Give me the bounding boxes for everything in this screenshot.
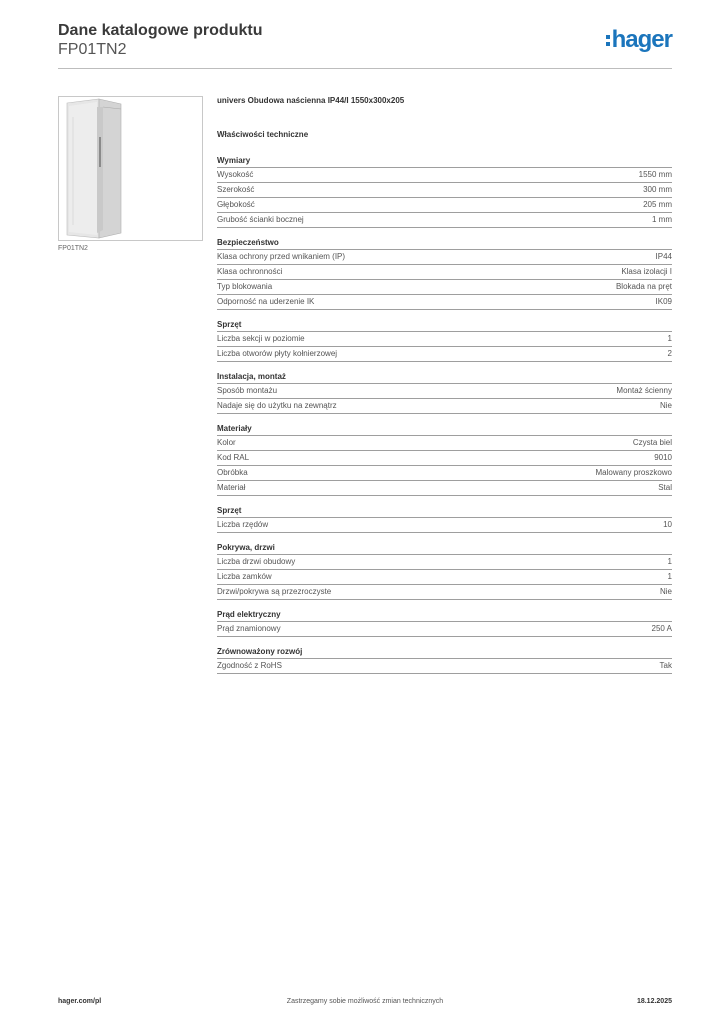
image-caption: FP01TN2	[58, 245, 88, 252]
spec-row	[217, 198, 672, 213]
spec-label: Odporność na uderzenie IK	[217, 297, 315, 306]
spec-section	[217, 610, 672, 637]
spec-row	[217, 332, 672, 347]
section-title: Materiały	[217, 424, 672, 436]
spec-row	[217, 659, 672, 674]
spec-label: Nadaje się do użytku na zewnątrz	[217, 401, 337, 410]
spec-row	[217, 436, 672, 451]
spec-row	[217, 168, 672, 183]
spec-row	[217, 451, 672, 466]
spec-value: IK09	[655, 297, 672, 306]
spec-section	[217, 156, 672, 228]
page-header	[58, 22, 672, 70]
spec-value: Malowany proszkowo	[595, 468, 672, 477]
spec-section	[217, 320, 672, 362]
spec-value: 1	[667, 572, 672, 581]
footer-notice: Zastrzegamy sobie możliwość zmian technicznych	[286, 998, 444, 1005]
enclosure-cabinet-image	[58, 96, 203, 241]
spec-row	[217, 347, 672, 362]
spec-value: 300 mm	[643, 185, 672, 194]
spec-row	[217, 250, 672, 265]
spec-section	[217, 238, 672, 310]
spec-section	[217, 424, 672, 496]
spec-label: Kod RAL	[217, 453, 250, 462]
section-title: Bezpieczeństwo	[217, 238, 672, 250]
spec-row	[217, 555, 672, 570]
product-description: univers Obudowa naścienna IP44/I 1550x300x205	[217, 96, 405, 105]
spec-value: 250 A	[651, 624, 672, 633]
spec-label: Głębokość	[217, 200, 255, 209]
spec-label: Wysokość	[217, 170, 254, 179]
spec-label: Klasa ochronności	[217, 267, 283, 276]
spec-value: Nie	[659, 401, 672, 410]
spec-value: Nie	[659, 587, 672, 596]
spec-label: Liczba otworów płyty kołnierzowej	[217, 349, 338, 358]
spec-value: Blokada na pręt	[615, 282, 672, 291]
spec-section	[217, 543, 672, 600]
spec-row	[217, 183, 672, 198]
spec-value: IP44	[655, 252, 672, 261]
spec-label: Kolor	[217, 438, 236, 447]
spec-value: 1 mm	[652, 215, 672, 224]
spec-value: 10	[663, 520, 672, 529]
spec-label: Liczba drzwi obudowy	[217, 557, 296, 566]
spec-row	[217, 265, 672, 280]
spec-value: 1550 mm	[638, 170, 672, 179]
spec-value: Czysta biel	[632, 438, 672, 447]
logo-text: hager	[611, 26, 672, 53]
spec-label: Liczba zamków	[217, 572, 272, 581]
spec-label: Materiał	[217, 483, 246, 492]
spec-row	[217, 481, 672, 496]
section-title: Zrównoważony rozwój	[217, 647, 672, 659]
spec-label: Zgodność z RoHS	[217, 661, 282, 670]
footer-website: hager.com/pl	[58, 998, 102, 1005]
spec-row	[217, 570, 672, 585]
spec-value: 1	[667, 557, 672, 566]
spec-section	[217, 372, 672, 414]
section-title: Prąd elektryczny	[217, 610, 672, 622]
section-title: Wymiary	[217, 156, 672, 168]
spec-label: Drzwi/pokrywa są przezroczyste	[217, 587, 332, 596]
spec-label: Klasa ochrony przed wnikaniem (IP)	[217, 252, 346, 261]
spec-row	[217, 213, 672, 228]
spec-row	[217, 585, 672, 600]
spec-section	[217, 647, 672, 674]
footer-date: 18.12.2025	[636, 998, 672, 1005]
spec-row	[217, 466, 672, 481]
spec-label: Obróbka	[217, 468, 248, 477]
spec-row	[217, 399, 672, 414]
spec-label: Grubość ścianki bocznej	[217, 215, 304, 224]
technical-properties-heading: Właściwości techniczne	[217, 130, 309, 139]
spec-label: Szerokość	[217, 185, 255, 194]
spec-label: Typ blokowania	[217, 282, 273, 291]
spec-label: Liczba sekcji w poziomie	[217, 334, 305, 343]
spec-value: Klasa izolacji I	[621, 267, 672, 276]
section-title: Sprzęt	[217, 506, 672, 518]
section-title: Sprzęt	[217, 320, 672, 332]
spec-value: 1	[667, 334, 672, 343]
section-title: Instalacja, montaż	[217, 372, 672, 384]
spec-row	[217, 295, 672, 310]
product-code: FP01TN2	[58, 41, 127, 58]
spec-label: Sposób montażu	[217, 386, 278, 395]
spec-value: Stal	[658, 483, 672, 492]
spec-value: Montaż ścienny	[616, 386, 672, 395]
section-title: Pokrywa, drzwi	[217, 543, 672, 555]
page-title: Dane katalogowe produktu	[58, 22, 263, 39]
spec-value: 2	[667, 349, 672, 358]
spec-content	[217, 96, 672, 674]
spec-label: Liczba rzędów	[217, 520, 269, 529]
spec-row	[217, 280, 672, 295]
spec-label: Prąd znamionowy	[217, 624, 281, 633]
hager-logo	[606, 28, 672, 52]
spec-value: Tak	[659, 661, 672, 670]
spec-row	[217, 622, 672, 637]
spec-value: 205 mm	[643, 200, 672, 209]
logo-dots-icon	[606, 35, 610, 46]
spec-row	[217, 518, 672, 533]
header-divider	[58, 68, 672, 69]
spec-sections	[217, 156, 672, 674]
spec-row	[217, 384, 672, 399]
spec-section	[217, 506, 672, 533]
spec-value: 9010	[654, 453, 672, 462]
